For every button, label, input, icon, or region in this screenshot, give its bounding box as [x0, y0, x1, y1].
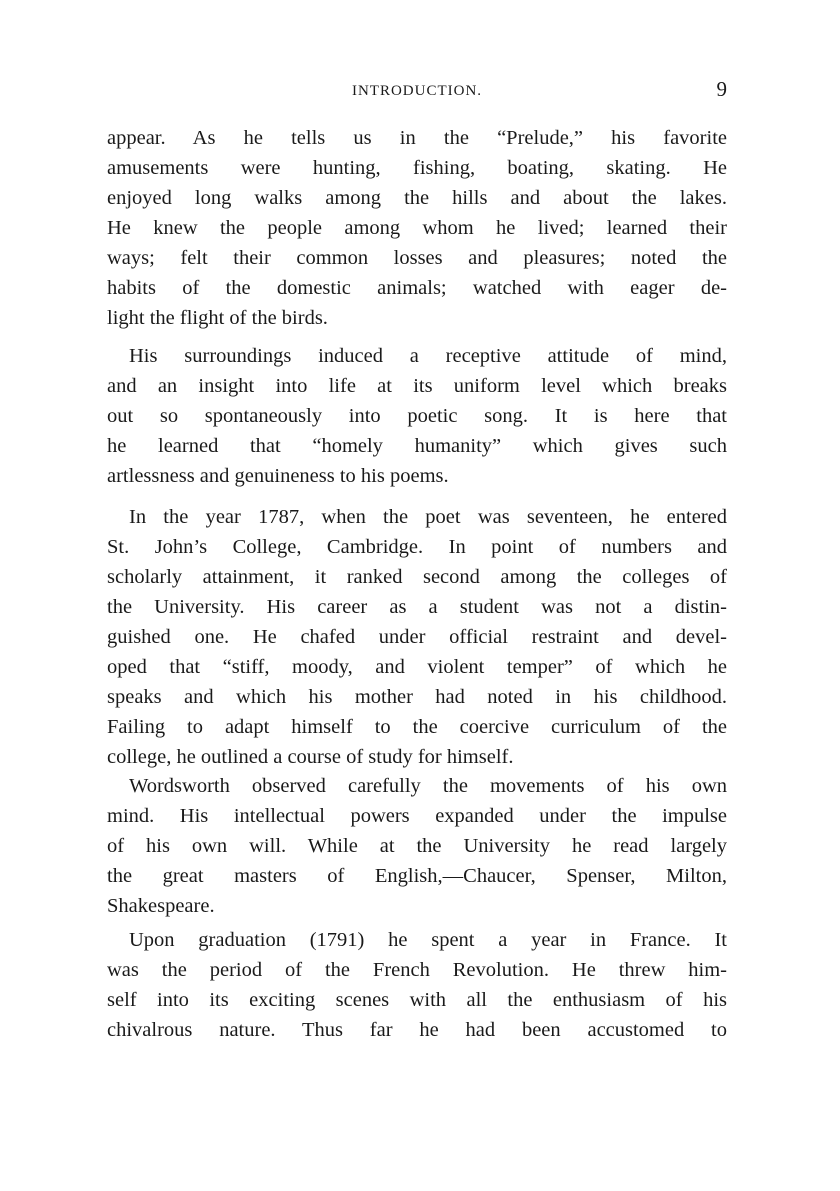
text-line: college, he outlined a course of study for himself. [107, 746, 514, 768]
text-line: the University. His career as a student was not a distin- [107, 596, 727, 618]
text-line: and an insight into life at its uniform level which breaks [107, 375, 727, 397]
paragraph [107, 341, 727, 491]
text-line: guished one. He chafed under official restraint and devel- [107, 626, 727, 648]
text-line: was the period of the French Revolution. He threw him- [107, 959, 727, 981]
text-line: of his own will. While at the University he read largely [107, 835, 727, 857]
text-line: scholarly attainment, it ranked second among the colleges of [107, 566, 727, 588]
text-line: Wordsworth observed carefully the movements of his own [129, 775, 727, 797]
text-line: St. John’s College, Cambridge. In point of numbers and [107, 536, 727, 558]
running-head [107, 78, 727, 104]
paragraph [107, 771, 727, 921]
paragraph [107, 502, 727, 772]
text-line: His surroundings induced a receptive attitude of mind, [129, 345, 727, 367]
text-line: light the flight of the birds. [107, 307, 328, 329]
text-line: In the year 1787, when the poet was seventeen, he entered [129, 506, 727, 528]
text-line: he learned that “homely humanity” which gives such [107, 435, 727, 457]
text-line: out so spontaneously into poetic song. It is here that [107, 405, 727, 427]
text-line: He knew the people among whom he lived; learned their [107, 217, 727, 239]
text-line: habits of the domestic animals; watched with eager de- [107, 277, 727, 299]
text-line: chivalrous nature. Thus far he had been accustomed to [107, 1019, 727, 1041]
text-line: enjoyed long walks among the hills and about the lakes. [107, 187, 727, 209]
text-line: oped that “stiff, moody, and violent temper” of which he [107, 656, 727, 678]
text-line: Failing to adapt himself to the coercive curriculum of the [107, 716, 727, 738]
text-line: Shakespeare. [107, 895, 215, 917]
paragraph [107, 925, 727, 1045]
running-head-title: INTRODUCTION. [351, 83, 483, 99]
text-line: artlessness and genuineness to his poems. [107, 465, 449, 487]
text-line: the great masters of English,—Chaucer, Spenser, Milton, [107, 865, 727, 887]
text-line: mind. His intellectual powers expanded under the impulse [107, 805, 727, 827]
text-line: appear. As he tells us in the “Prelude,” his favorite [107, 127, 727, 149]
text-line: ways; felt their common losses and pleasures; noted the [107, 247, 727, 269]
text-line: self into its exciting scenes with all the enthusiasm of his [107, 989, 727, 1011]
text-line: amusements were hunting, fishing, boating, skating. He [107, 157, 727, 179]
text-line: speaks and which his mother had noted in his childhood. [107, 686, 727, 708]
page-number: 9 [716, 77, 727, 101]
text-line: Upon graduation (1791) he spent a year in France. It [129, 929, 727, 951]
paragraph [107, 123, 727, 333]
